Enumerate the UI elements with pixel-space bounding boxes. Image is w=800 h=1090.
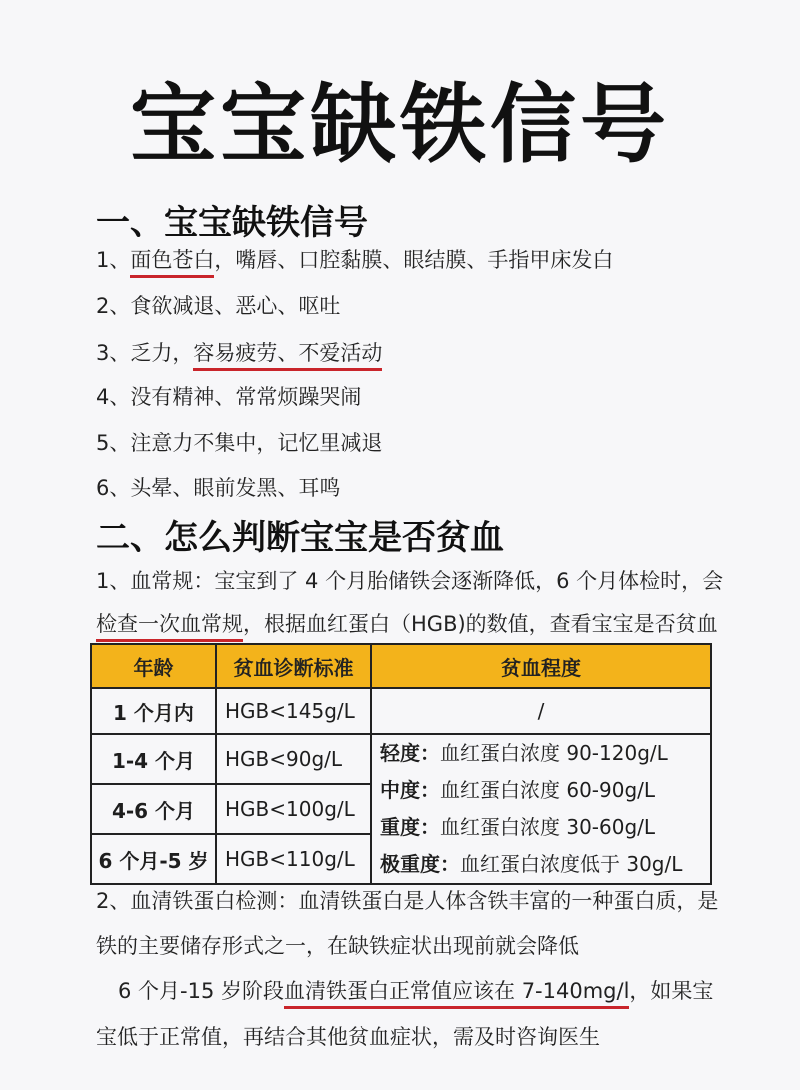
degree-list-cell	[371, 734, 711, 884]
degree-line	[380, 846, 710, 883]
section2-heading: 二、怎么判断宝宝是否贫血	[96, 518, 504, 558]
paragraph-line: 铁的主要储存形式之一，在缺铁症状出现前就会降低	[96, 934, 579, 958]
highlighted-text: 容易疲劳、不爱活动	[193, 341, 382, 371]
degree-text: 血红蛋白浓度 30-60g/L	[440, 815, 656, 839]
standard-cell: HGB<110g/L	[216, 834, 371, 884]
header-age: 年龄	[91, 644, 216, 688]
standard-cell: HGB<100g/L	[216, 784, 371, 834]
item-text: ，嘴唇、口腔黏膜、眼结膜、手指甲床发白	[214, 248, 614, 272]
paragraph-line	[96, 608, 718, 638]
degree-line	[380, 735, 710, 772]
header-standard: 贫血诊断标准	[216, 644, 371, 688]
table-header-row	[91, 644, 711, 688]
age-cell: 1 个月内	[91, 688, 216, 734]
degree-line	[380, 809, 710, 846]
highlighted-text: 面色苍白	[130, 248, 214, 278]
degree-text: 血红蛋白浓度 90-120g/L	[440, 741, 668, 765]
list-item: 6、头晕、眼前发黑、耳鸣	[96, 476, 341, 500]
degree-text: 血红蛋白浓度低于 30g/L	[460, 852, 683, 876]
paragraph-text: ，如果宝	[629, 979, 714, 1003]
item-number: 3、	[96, 341, 131, 365]
paragraph-line	[118, 975, 713, 1005]
paragraph-line: 2、血清铁蛋白检测：血清铁蛋白是人体含铁丰富的一种蛋白质，是	[96, 889, 719, 913]
standard-cell: HGB<90g/L	[216, 734, 371, 784]
paragraph-line: 1、血常规：宝宝到了 4 个月胎储铁会逐渐降低，6 个月体检时，会	[96, 569, 724, 593]
degree-text: 血红蛋白浓度 60-90g/L	[440, 778, 656, 802]
degree-cell: /	[371, 688, 711, 734]
paragraph-line: 宝低于正常值，再结合其他贫血症状，需及时咨询医生	[96, 1025, 600, 1049]
paragraph-text: ，根据血红蛋白（HGB)的数值，查看宝宝是否贫血	[243, 612, 718, 636]
age-cell: 6 个月-5 岁	[91, 834, 216, 884]
list-item	[96, 337, 382, 367]
anemia-table	[90, 643, 712, 885]
age-cell: 1-4 个月	[91, 734, 216, 784]
item-text: 乏力，	[130, 341, 194, 365]
degree-label: 重度：	[380, 815, 440, 839]
degree-label: 极重度：	[380, 852, 460, 876]
degree-label: 轻度：	[380, 741, 440, 765]
highlighted-text: 检查一次血常规	[96, 612, 243, 642]
section1-heading: 一、宝宝缺铁信号	[96, 203, 368, 243]
highlighted-text: 血清铁蛋白正常值应该在 7-140mg/l	[284, 979, 629, 1009]
paragraph-text: 6 个月-15 岁阶段	[118, 979, 285, 1003]
header-degree: 贫血程度	[371, 644, 711, 688]
degree-line	[380, 772, 710, 809]
degree-label: 中度：	[380, 778, 440, 802]
table-row	[91, 688, 711, 734]
standard-cell: HGB<145g/L	[216, 688, 371, 734]
list-item: 5、注意力不集中，记忆里减退	[96, 431, 383, 455]
item-number: 1、	[96, 248, 131, 272]
age-cell: 4-6 个月	[91, 784, 216, 834]
list-item: 4、没有精神、常常烦躁哭闹	[96, 385, 362, 409]
list-item	[96, 244, 613, 274]
page-title: 宝宝缺铁信号	[130, 75, 670, 175]
list-item: 2、食欲减退、恶心、呕吐	[96, 294, 341, 318]
table-row	[91, 734, 711, 784]
